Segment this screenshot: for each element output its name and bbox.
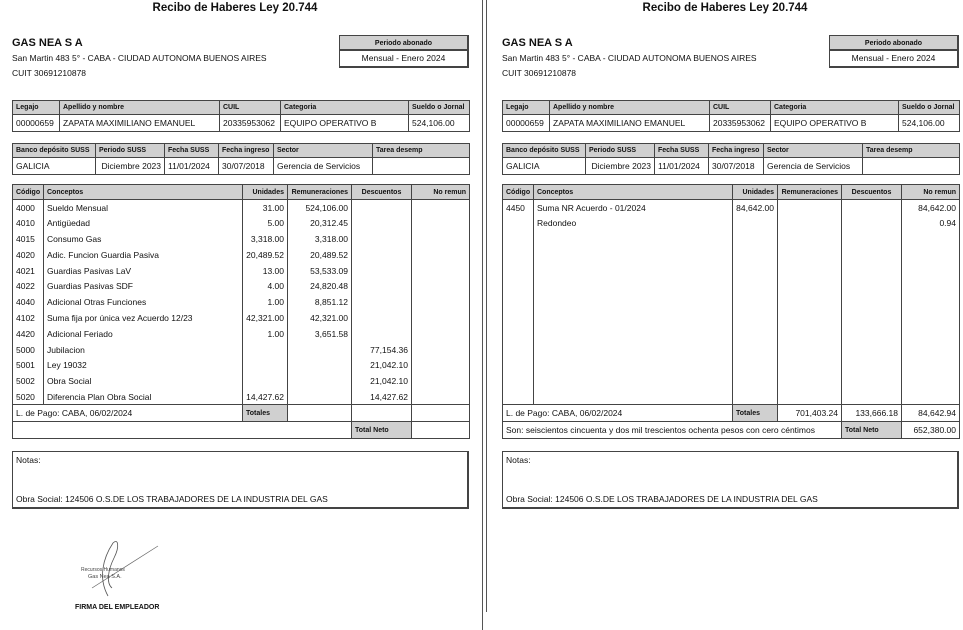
totales-label: Totales — [733, 405, 778, 422]
notes-box — [12, 451, 469, 509]
remuneraciones-cell: 42,321.00 — [288, 310, 352, 326]
cuil-value: 20335953062 — [220, 115, 281, 132]
descuentos-cell — [352, 294, 412, 310]
periodo-label: Periodo abonado — [830, 36, 957, 51]
remuneraciones-cell: 53,533.09 — [288, 263, 352, 279]
header-descuentos: Descuentos — [352, 185, 412, 200]
no-remun-cell — [902, 342, 960, 358]
tarea-value — [373, 158, 470, 175]
remuneraciones-cell: 24,820.48 — [288, 278, 352, 294]
categoria-value: EQUIPO OPERATIVO B — [771, 115, 899, 132]
concept-row — [13, 310, 470, 326]
total-remuneraciones: 701,403.24 — [778, 405, 842, 422]
unidades-cell: 14,427.62 — [243, 389, 288, 405]
header-nombre: Apellido y nombre — [60, 101, 220, 115]
fecha-suss-value: 11/01/2024 — [655, 158, 709, 175]
no-remun-cell — [412, 373, 470, 389]
no-remun-cell — [902, 263, 960, 279]
descuentos-cell — [842, 200, 902, 216]
lugar-pago: L. de Pago: CABA, 06/02/2024 — [13, 405, 243, 422]
header-tarea: Tarea desemp — [373, 144, 470, 158]
no-remun-cell — [412, 342, 470, 358]
concept-row — [13, 389, 470, 405]
no-remun-cell — [412, 278, 470, 294]
obra-social-text: Obra Social: 124506 O.S.DE LOS TRABAJADORES DE LA INDUSTRIA DEL GAS — [16, 494, 328, 504]
periodo-label: Periodo abonado — [340, 36, 467, 51]
concept-row — [13, 326, 470, 342]
unidades-cell — [733, 247, 778, 263]
concepto-cell: Adic. Funcion Guardia Pasiva — [44, 247, 243, 263]
header-nombre: Apellido y nombre — [550, 101, 710, 115]
concepto-cell — [534, 389, 733, 405]
fecha-ingreso-value: 30/07/2018 — [709, 158, 764, 175]
concept-row — [13, 373, 470, 389]
descuentos-cell — [352, 326, 412, 342]
unidades-cell: 31.00 — [243, 200, 288, 216]
descuentos-cell — [842, 231, 902, 247]
concepto-cell — [534, 342, 733, 358]
concepts-table — [502, 184, 960, 439]
unidades-cell — [733, 326, 778, 342]
signature-line-2: Gas Nea S.A. — [88, 574, 122, 580]
header-descuentos: Descuentos — [842, 185, 902, 200]
codigo-cell — [503, 342, 534, 358]
concepto-cell — [534, 294, 733, 310]
no-remun-cell: 0.94 — [902, 215, 960, 231]
periodo-box — [829, 35, 959, 68]
remuneraciones-cell — [778, 215, 842, 231]
remuneraciones-cell — [778, 263, 842, 279]
no-remun-cell — [412, 247, 470, 263]
no-remun-cell: 84,642.00 — [902, 200, 960, 216]
concepto-cell — [534, 357, 733, 373]
unidades-cell — [733, 278, 778, 294]
remuneraciones-cell — [778, 247, 842, 263]
sector-value: Gerencia de Servicios — [764, 158, 863, 175]
descuentos-cell: 21,042.10 — [352, 357, 412, 373]
unidades-cell — [733, 263, 778, 279]
receipt-page-1 — [0, 0, 470, 630]
remuneraciones-cell: 524,106.00 — [288, 200, 352, 216]
concepto-cell: Consumo Gas — [44, 231, 243, 247]
empty-row — [503, 310, 960, 326]
firma-empleador-label: FIRMA DEL EMPLEADOR — [75, 604, 160, 611]
no-remun-cell — [902, 389, 960, 405]
unidades-cell: 84,642.00 — [733, 200, 778, 216]
descuentos-cell — [352, 247, 412, 263]
remuneraciones-cell — [778, 231, 842, 247]
concept-row — [13, 215, 470, 231]
descuentos-cell — [352, 278, 412, 294]
concept-row — [503, 215, 960, 231]
bank-table — [502, 143, 960, 175]
lugar-pago: L. de Pago: CABA, 06/02/2024 — [503, 405, 733, 422]
header-conceptos: Conceptos — [534, 185, 733, 200]
concept-row — [13, 357, 470, 373]
header-conceptos: Conceptos — [44, 185, 243, 200]
descuentos-cell: 77,154.36 — [352, 342, 412, 358]
header-tarea: Tarea desemp — [863, 144, 960, 158]
header-sector: Sector — [764, 144, 863, 158]
unidades-cell — [733, 389, 778, 405]
remuneraciones-cell — [288, 357, 352, 373]
header-banco: Banco depósito SUSS — [13, 144, 96, 158]
empty-row — [503, 247, 960, 263]
codigo-cell — [503, 389, 534, 405]
remuneraciones-cell — [778, 294, 842, 310]
nombre-value: ZAPATA MAXIMILIANO EMANUEL — [60, 115, 220, 132]
descuentos-cell — [352, 310, 412, 326]
categoria-value: EQUIPO OPERATIVO B — [281, 115, 409, 132]
tarea-value — [863, 158, 960, 175]
empty-row — [503, 278, 960, 294]
total-descuentos — [352, 405, 412, 422]
header-legajo: Legajo — [13, 101, 60, 115]
cuil-value: 20335953062 — [710, 115, 771, 132]
codigo-cell: 4015 — [13, 231, 44, 247]
empty-row — [503, 342, 960, 358]
notes-label: Notas: — [506, 455, 531, 465]
header-fecha-suss: Fecha SUSS — [655, 144, 709, 158]
no-remun-cell — [902, 326, 960, 342]
header-remuneraciones: Remuneraciones — [778, 185, 842, 200]
concepto-cell: Suma NR Acuerdo - 01/2024 — [534, 200, 733, 216]
empty-row — [503, 326, 960, 342]
codigo-cell — [503, 231, 534, 247]
concepto-cell: Guardias Pasivas SDF — [44, 278, 243, 294]
page-divider — [482, 0, 487, 612]
fecha-ingreso-value: 30/07/2018 — [219, 158, 274, 175]
remuneraciones-cell — [778, 326, 842, 342]
codigo-cell — [503, 278, 534, 294]
unidades-cell: 5.00 — [243, 215, 288, 231]
descuentos-cell — [842, 357, 902, 373]
banco-value: GALICIA — [13, 158, 96, 175]
unidades-cell — [733, 373, 778, 389]
no-remun-cell — [902, 357, 960, 373]
codigo-cell — [503, 215, 534, 231]
descuentos-cell — [842, 215, 902, 231]
concepto-cell: Suma fija por única vez Acuerdo 12/23 — [44, 310, 243, 326]
codigo-cell: 4022 — [13, 278, 44, 294]
codigo-cell — [503, 247, 534, 263]
unidades-cell — [733, 231, 778, 247]
concepts-table — [12, 184, 470, 439]
remuneraciones-cell: 3,651.58 — [288, 326, 352, 342]
concepto-cell — [534, 310, 733, 326]
company-cuit: CUIT 30691210878 — [12, 68, 87, 78]
obra-social-text: Obra Social: 124506 O.S.DE LOS TRABAJADORES DE LA INDUSTRIA DEL GAS — [506, 494, 818, 504]
concept-row — [13, 278, 470, 294]
notes-label: Notas: — [16, 455, 41, 465]
sueldo-value: 524,106.00 — [409, 115, 470, 132]
descuentos-cell — [842, 342, 902, 358]
codigo-cell: 5001 — [13, 357, 44, 373]
empty-row — [503, 389, 960, 405]
concept-row — [13, 263, 470, 279]
codigo-cell — [503, 357, 534, 373]
remuneraciones-cell — [778, 200, 842, 216]
employee-table — [12, 100, 470, 132]
fecha-suss-value: 11/01/2024 — [165, 158, 219, 175]
empty-row — [503, 357, 960, 373]
codigo-cell: 4450 — [503, 200, 534, 216]
no-remun-cell — [902, 231, 960, 247]
remuneraciones-cell — [778, 357, 842, 373]
total-neto-label: Total Neto — [842, 422, 902, 439]
concept-row — [503, 200, 960, 216]
header-unidades: Unidades — [243, 185, 288, 200]
concepto-cell — [534, 231, 733, 247]
concept-row — [13, 342, 470, 358]
header-categoria: Categoria — [281, 101, 409, 115]
descuentos-cell — [352, 263, 412, 279]
header-sector: Sector — [274, 144, 373, 158]
descuentos-cell — [352, 231, 412, 247]
no-remun-cell — [412, 326, 470, 342]
header-sueldo: Sueldo o Jornal — [409, 101, 470, 115]
no-remun-cell — [412, 200, 470, 216]
codigo-cell — [503, 310, 534, 326]
unidades-cell: 3,318.00 — [243, 231, 288, 247]
concept-row — [13, 231, 470, 247]
page-divider-tail — [482, 612, 483, 630]
total-no-remun: 84,642.94 — [902, 405, 960, 422]
descuentos-cell — [352, 215, 412, 231]
unidades-cell — [243, 373, 288, 389]
son-text — [13, 422, 352, 439]
codigo-cell: 4040 — [13, 294, 44, 310]
concepto-cell — [534, 278, 733, 294]
header-banco: Banco depósito SUSS — [503, 144, 586, 158]
periodo-value: Mensual - Enero 2024 — [851, 53, 936, 63]
unidades-cell — [733, 310, 778, 326]
unidades-cell: 1.00 — [243, 294, 288, 310]
descuentos-cell — [842, 294, 902, 310]
no-remun-cell — [412, 294, 470, 310]
codigo-cell — [503, 294, 534, 310]
employee-table — [502, 100, 960, 132]
unidades-cell — [733, 215, 778, 231]
signature-line-1: Recursos Humanos — [81, 567, 125, 573]
periodo-value: Mensual - Enero 2024 — [361, 53, 446, 63]
total-neto-value — [412, 422, 470, 439]
periodo-suss-value: Diciembre 2023 — [96, 158, 165, 175]
receipt-page-2 — [490, 0, 960, 630]
unidades-cell: 4.00 — [243, 278, 288, 294]
periodo-suss-value: Diciembre 2023 — [586, 158, 655, 175]
codigo-cell — [503, 263, 534, 279]
descuentos-cell — [842, 278, 902, 294]
concepto-cell — [534, 326, 733, 342]
remuneraciones-cell — [778, 373, 842, 389]
header-no-remun: No remun — [412, 185, 470, 200]
empty-row — [503, 231, 960, 247]
total-neto-value: 652,380.00 — [902, 422, 960, 439]
total-neto-label: Total Neto — [352, 422, 412, 439]
remuneraciones-cell: 20,312.45 — [288, 215, 352, 231]
sueldo-value: 524,106.00 — [899, 115, 960, 132]
descuentos-cell: 21,042.10 — [352, 373, 412, 389]
codigo-cell — [503, 373, 534, 389]
remuneraciones-cell: 3,318.00 — [288, 231, 352, 247]
descuentos-cell — [842, 373, 902, 389]
company-address: San Martin 483 5° - CABA - CIUDAD AUTONOMA BUENOS AIRES — [502, 53, 757, 63]
header-categoria: Categoria — [771, 101, 899, 115]
totales-label: Totales — [243, 405, 288, 422]
concept-row — [13, 200, 470, 216]
sector-value: Gerencia de Servicios — [274, 158, 373, 175]
concept-row — [13, 247, 470, 263]
header-remuneraciones: Remuneraciones — [288, 185, 352, 200]
remuneraciones-cell: 20,489.52 — [288, 247, 352, 263]
remuneraciones-cell — [778, 389, 842, 405]
no-remun-cell — [902, 278, 960, 294]
unidades-cell: 20,489.52 — [243, 247, 288, 263]
descuentos-cell — [842, 263, 902, 279]
unidades-cell: 42,321.00 — [243, 310, 288, 326]
empty-row — [503, 373, 960, 389]
remuneraciones-cell — [778, 342, 842, 358]
codigo-cell: 5000 — [13, 342, 44, 358]
unidades-cell — [243, 357, 288, 373]
codigo-cell: 4420 — [13, 326, 44, 342]
no-remun-cell — [412, 357, 470, 373]
concepto-cell — [534, 373, 733, 389]
company-cuit: CUIT 30691210878 — [502, 68, 577, 78]
remuneraciones-cell — [288, 389, 352, 405]
header-fecha-suss: Fecha SUSS — [165, 144, 219, 158]
descuentos-cell — [842, 310, 902, 326]
company-name: GAS NEA S A — [12, 37, 83, 49]
codigo-cell: 4010 — [13, 215, 44, 231]
banco-value: GALICIA — [503, 158, 586, 175]
no-remun-cell — [902, 373, 960, 389]
descuentos-cell — [352, 200, 412, 216]
header-unidades: Unidades — [733, 185, 778, 200]
son-text: Son: seiscientos cincuenta y dos mil trescientos ochenta pesos con cero céntimos — [503, 422, 842, 439]
header-periodo-suss: Periodo SUSS — [96, 144, 165, 158]
unidades-cell — [733, 342, 778, 358]
codigo-cell: 4102 — [13, 310, 44, 326]
concepto-cell: Jubilacion — [44, 342, 243, 358]
unidades-cell: 1.00 — [243, 326, 288, 342]
no-remun-cell — [412, 389, 470, 405]
concepto-cell: Adicional Otras Funciones — [44, 294, 243, 310]
header-cuil: CUIL — [220, 101, 281, 115]
descuentos-cell — [842, 326, 902, 342]
no-remun-cell — [412, 310, 470, 326]
empty-row — [503, 294, 960, 310]
header-fecha-ingreso: Fecha ingreso — [219, 144, 274, 158]
header-periodo-suss: Periodo SUSS — [586, 144, 655, 158]
no-remun-cell — [902, 294, 960, 310]
concepto-cell: Antigüedad — [44, 215, 243, 231]
bank-table — [12, 143, 470, 175]
total-descuentos: 133,666.18 — [842, 405, 902, 422]
remuneraciones-cell — [778, 310, 842, 326]
concepto-cell: Adicional Feriado — [44, 326, 243, 342]
header-codigo: Código — [13, 185, 44, 200]
header-sueldo: Sueldo o Jornal — [899, 101, 960, 115]
unidades-cell — [733, 294, 778, 310]
nombre-value: ZAPATA MAXIMILIANO EMANUEL — [550, 115, 710, 132]
header-fecha-ingreso: Fecha ingreso — [709, 144, 764, 158]
periodo-box — [339, 35, 469, 68]
no-remun-cell — [902, 310, 960, 326]
concepto-cell: Obra Social — [44, 373, 243, 389]
unidades-cell: 13.00 — [243, 263, 288, 279]
remuneraciones-cell — [288, 342, 352, 358]
legajo-value: 00000659 — [503, 115, 550, 132]
header-legajo: Legajo — [503, 101, 550, 115]
employer-signature — [78, 538, 168, 600]
descuentos-cell — [842, 247, 902, 263]
codigo-cell: 5020 — [13, 389, 44, 405]
company-address: San Martin 483 5° - CABA - CIUDAD AUTONOMA BUENOS AIRES — [12, 53, 267, 63]
remuneraciones-cell — [778, 278, 842, 294]
header-cuil: CUIL — [710, 101, 771, 115]
total-no-remun — [412, 405, 470, 422]
legajo-value: 00000659 — [13, 115, 60, 132]
codigo-cell: 4000 — [13, 200, 44, 216]
company-name: GAS NEA S A — [502, 37, 573, 49]
no-remun-cell — [412, 263, 470, 279]
descuentos-cell: 14,427.62 — [352, 389, 412, 405]
remuneraciones-cell — [288, 373, 352, 389]
codigo-cell: 4020 — [13, 247, 44, 263]
receipt-title: Recibo de Haberes Ley 20.744 — [152, 2, 318, 14]
concepto-cell: Diferencia Plan Obra Social — [44, 389, 243, 405]
no-remun-cell — [412, 231, 470, 247]
concepto-cell: Sueldo Mensual — [44, 200, 243, 216]
descuentos-cell — [842, 389, 902, 405]
concept-row — [13, 294, 470, 310]
header-codigo: Código — [503, 185, 534, 200]
unidades-cell — [733, 357, 778, 373]
codigo-cell: 4021 — [13, 263, 44, 279]
header-no-remun: No remun — [902, 185, 960, 200]
unidades-cell — [243, 342, 288, 358]
concepto-cell — [534, 263, 733, 279]
receipt-title: Recibo de Haberes Ley 20.744 — [642, 2, 808, 14]
concepto-cell — [534, 247, 733, 263]
total-remuneraciones — [288, 405, 352, 422]
concepto-cell: Redondeo — [534, 215, 733, 231]
no-remun-cell — [902, 247, 960, 263]
codigo-cell — [503, 326, 534, 342]
concepto-cell: Ley 19032 — [44, 357, 243, 373]
empty-row — [503, 263, 960, 279]
concepto-cell: Guardias Pasivas LaV — [44, 263, 243, 279]
notes-box — [502, 451, 959, 509]
remuneraciones-cell: 8,851.12 — [288, 294, 352, 310]
no-remun-cell — [412, 215, 470, 231]
codigo-cell: 5002 — [13, 373, 44, 389]
